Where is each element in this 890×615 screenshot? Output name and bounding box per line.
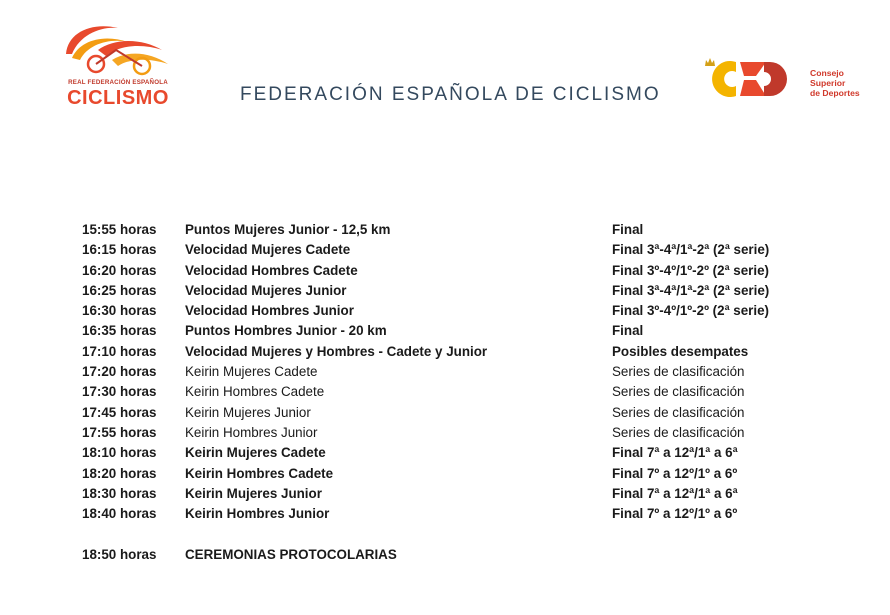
row-time: 17:55 horas (82, 424, 157, 440)
rfec-logo (58, 20, 178, 112)
row-time: 18:40 horas (82, 506, 157, 522)
schedule-row (82, 362, 822, 382)
schedule-row (82, 403, 822, 423)
row-event: Keirin Mujeres Cadete (185, 364, 318, 380)
row-event: Keirin Mujeres Junior (185, 485, 322, 501)
row-phase: Posibles desempates (612, 343, 749, 359)
schedule-row (82, 382, 822, 402)
row-phase: Final (612, 222, 644, 237)
row-time: 18:10 horas (82, 445, 157, 461)
row-phase: Final 3ª-4ª/1ª-2ª (2ª serie) (612, 282, 770, 298)
schedule-row (82, 301, 822, 321)
row-phase: Final 7º a 12º/1º a 6º (612, 506, 738, 522)
row-event: CEREMONIAS PROTOCOLARIAS (185, 547, 397, 562)
row-event: Velocidad Mujeres y Hombres - Cadete y Junior (185, 343, 488, 359)
schedule-row (82, 464, 822, 484)
row-time: 17:30 horas (82, 384, 157, 400)
row-event: Keirin Hombres Cadete (185, 384, 325, 400)
row-event: Keirin Hombres Junior (185, 506, 330, 522)
csd-line: Consejo (810, 68, 844, 78)
schedule-row (82, 484, 822, 504)
row-phase: Final 3ª-4ª/1ª-2ª (2ª serie) (612, 242, 770, 258)
row-phase: Series de clasificación (612, 364, 745, 380)
schedule-row (82, 220, 822, 240)
row-phase: Final 7º a 12º/1º a 6º (612, 465, 738, 481)
csd-line: de Deportes (810, 88, 860, 98)
row-time: 17:20 horas (82, 364, 157, 380)
row-phase: Final 3º-4º/1º-2º (2ª serie) (612, 303, 769, 319)
row-time: 18:20 horas (82, 465, 157, 481)
row-event: Puntos Hombres Junior - 20 km (185, 323, 387, 339)
schedule-row (82, 321, 822, 341)
schedule-list (82, 220, 822, 524)
schedule-row (82, 261, 822, 281)
row-time: 16:25 horas (82, 282, 157, 298)
schedule-row (82, 240, 822, 260)
row-event: Keirin Mujeres Junior (185, 404, 311, 420)
row-phase: Series de clasificación (612, 384, 745, 400)
row-phase: Series de clasificación (612, 424, 745, 440)
row-event: Keirin Hombres Cadete (185, 465, 334, 481)
cyclist-swoosh-icon (58, 20, 178, 80)
row-time: 18:50 horas (82, 547, 157, 562)
page-title: FEDERACIÓN ESPAÑOLA DE CICLISMO (240, 84, 661, 105)
row-event: Velocidad Mujeres Cadete (185, 242, 351, 258)
row-event: Keirin Hombres Junior (185, 424, 318, 440)
crown-icon (704, 56, 716, 68)
row-event: Velocidad Hombres Junior (185, 303, 354, 319)
csd-logo (704, 52, 874, 104)
schedule-row (82, 443, 822, 463)
schedule-row (82, 281, 822, 301)
row-phase: Final 7ª a 12ª/1ª a 6ª (612, 485, 738, 501)
row-time: 17:45 horas (82, 404, 157, 420)
row-time: 16:20 horas (82, 262, 157, 278)
row-time: 17:10 horas (82, 343, 157, 359)
rfec-name: CICLISMO (67, 87, 169, 109)
row-time: 15:55 horas (82, 222, 157, 237)
row-phase: Final (612, 323, 644, 339)
row-phase: Final 7ª a 12ª/1ª a 6ª (612, 445, 738, 461)
row-event: Velocidad Hombres Cadete (185, 262, 358, 278)
row-phase: Series de clasificación (612, 404, 745, 420)
schedule-row (82, 423, 822, 443)
row-time: 16:15 horas (82, 242, 157, 258)
csd-line: Superior (810, 78, 846, 88)
row-time: 16:35 horas (82, 323, 157, 339)
row-event: Velocidad Mujeres Junior (185, 282, 347, 298)
csd-text (810, 68, 874, 98)
rfec-subtitle: REAL FEDERACIÓN ESPAÑOLA (68, 79, 168, 86)
schedule-row (82, 504, 822, 524)
row-event: Puntos Mujeres Junior - 12,5 km (185, 222, 391, 237)
ceremony-row (82, 545, 822, 565)
row-event: Keirin Mujeres Cadete (185, 445, 326, 461)
row-time: 16:30 horas (82, 303, 157, 319)
schedule-row (82, 342, 822, 362)
row-phase: Final 3º-4º/1º-2º (2ª serie) (612, 262, 769, 278)
csd-mark-icon (704, 56, 804, 100)
row-time: 18:30 horas (82, 485, 157, 501)
